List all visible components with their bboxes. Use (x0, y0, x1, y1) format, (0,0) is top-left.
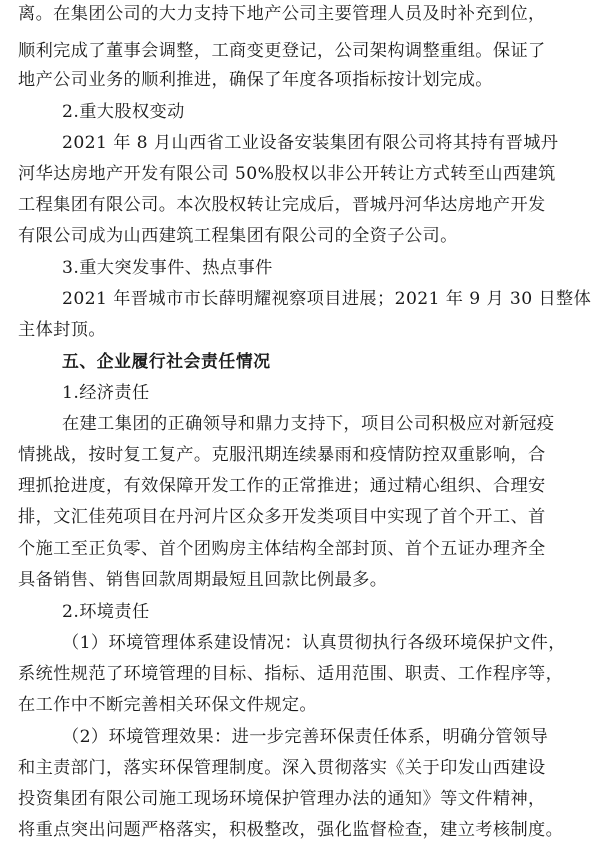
paragraph-line: 排，文汇佳苑项目在丹河片区众多开发类项目中实现了首个开工、首 (18, 507, 546, 527)
paragraph-line: 在建工集团的正确领导和鼎力支持下，项目公司积极应对新冠疫 (62, 414, 555, 434)
paragraph-line: 具备销售、销售回款周期最短且回款比例最多。 (18, 570, 388, 590)
paragraph-line: 顺利完成了董事会调整，工商变更登记，公司架构调整重组。保证了 (18, 41, 546, 61)
paragraph-line: 在工作中不断完善相关环保文件规定。 (18, 695, 317, 715)
paragraph-line: 主体封顶。 (18, 320, 106, 340)
paragraph-line: 情挑战，按时复工复产。克服汛期连续暴雨和疫情防控双重影响，合 (18, 445, 546, 465)
paragraph-line: （2）环境管理效果：进一步完善环保责任体系，明确分管领导 (62, 727, 549, 747)
paragraph-line: （1）环境管理体系建设情况：认真贯彻执行各级环境保护文件， (62, 633, 566, 653)
paragraph-line: 投资集团有限公司施工现场环境保护管理办法的通知》等文件精神， (18, 789, 546, 809)
paragraph-line: 地产公司业务的顺利推进，确保了年度各项指标按计划完成。 (18, 70, 493, 90)
paragraph-line: 2021 年 8 月山西省工业设备安装集团有限公司将其持有晋城丹 (62, 133, 559, 153)
chapter-heading: 五、企业履行社会责任情况 (62, 351, 271, 371)
paragraph-line: 工程集团有限公司。本次股权转让完成后，晋城丹河华达房地产开发 (18, 195, 546, 215)
paragraph-line: 将重点突出问题严格落实，积极整改，强化监督检查，建立考核制度。 (18, 820, 564, 840)
section-heading: 2.环境责任 (62, 602, 150, 622)
paragraph-line: 和主责部门，落实环保管理制度。深入贯彻落实《关于印发山西建设 (18, 758, 546, 778)
section-heading: 2.重大股权变动 (62, 102, 185, 122)
paragraph-line: 个施工至正负零、首个团购房主体结构全部封顶、首个五证办理齐全 (18, 539, 546, 559)
paragraph-line: 2021 年晋城市市长薛明耀视察项目进展；2021 年 9 月 30 日整体 (62, 289, 592, 309)
paragraph-line: 离。在集团公司的大力支持下地产公司主要管理人员及时补充到位， (18, 4, 546, 24)
paragraph-line: 河华达房地产开发有限公司 50%股权以非公开转让方式转至山西建筑 (18, 164, 556, 184)
section-heading: 3.重大突发事件、热点事件 (62, 258, 273, 278)
section-heading: 1.经济责任 (62, 383, 150, 403)
paragraph-line: 有限公司成为山西建筑工程集团有限公司的全资子公司。 (18, 226, 458, 246)
paragraph-line: 理抓抢进度，有效保障开发工作的正常推进；通过精心组织、合理安 (18, 476, 546, 496)
paragraph-line: 系统性规范了环境管理的目标、指标、适用范围、职责、工作程序等， (18, 664, 564, 684)
